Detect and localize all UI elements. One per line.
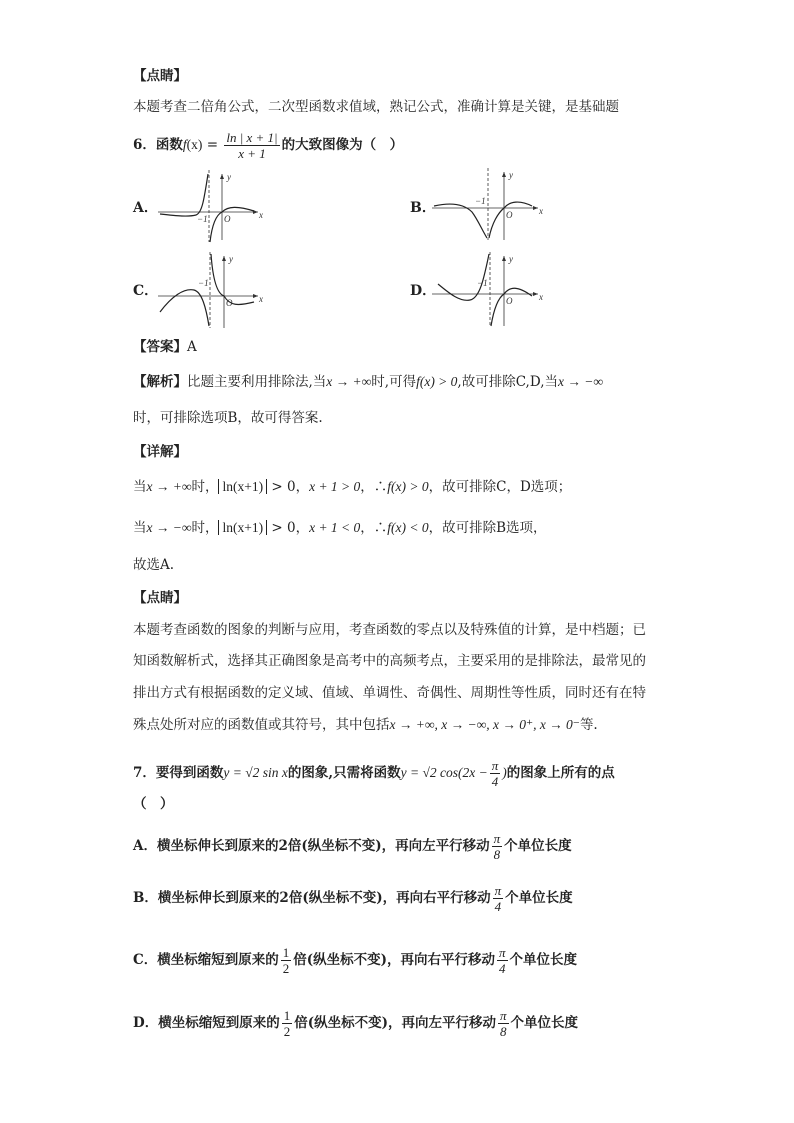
answer-label: 【答案】 bbox=[133, 339, 187, 355]
question-number: 6． bbox=[133, 137, 156, 153]
svg-text:x: x bbox=[539, 206, 543, 216]
option-b-graph bbox=[432, 168, 547, 243]
option-a-letter: A． bbox=[133, 200, 158, 216]
tip1-text: 本题考查二倍角公式，二次型函数求值域，熟记公式，准确计算是关键，是基础题 bbox=[133, 99, 619, 115]
svg-text:O: O bbox=[224, 214, 231, 224]
detail-line-2: 当x → −∞时， ln(x+1) > 0，x + 1 < 0，∴f(x) < 0，故可排除B选项， bbox=[133, 520, 547, 536]
q7-option-b: B．横坐标伸长到原来的2倍(纵坐标不变)，再向右平行移动 $\frac{\pi}{4}$ 个单位长度 bbox=[133, 883, 573, 914]
svg-text:y: y bbox=[509, 254, 513, 264]
answer-line bbox=[133, 337, 197, 357]
answer-value: A bbox=[187, 339, 197, 355]
svg-text:y: y bbox=[509, 170, 513, 180]
svg-text:x: x bbox=[259, 294, 263, 304]
svg-text:−1: −1 bbox=[475, 196, 486, 206]
svg-text:−1: −1 bbox=[197, 214, 208, 224]
svg-text:O: O bbox=[226, 298, 233, 308]
tip2-line-2: 知函数解析式，选择其正确图象是高考中的高频考点，主要采用的是排除法，最常见的 bbox=[133, 653, 646, 669]
tip2-line-3: 排出方式有根据函数的定义域、值域、单调性、奇偶性、周期性等性质，同时还有在特 bbox=[133, 685, 646, 701]
tip1-label: 【点睛】 bbox=[133, 68, 187, 84]
svg-text:−1: −1 bbox=[198, 278, 209, 288]
detail-line-1: 当x → +∞时， ln(x+1) > 0，x + 1 > 0，∴f(x) > 0，故可排除C，D选项； bbox=[133, 479, 572, 495]
function-fraction: $\frac{\ln | x + 1|}{x + 1}$ bbox=[226, 130, 278, 161]
svg-text:x: x bbox=[539, 292, 543, 302]
option-c-letter: C． bbox=[133, 283, 159, 299]
question-6-stem: 6．函数f(x) = $\frac{\ln | x + 1|}{x + 1}$ 的大致图像为（ ） bbox=[133, 130, 404, 161]
option-d-graph bbox=[432, 252, 547, 330]
option-a-graph bbox=[158, 170, 268, 245]
detail-label: 【详解】 bbox=[133, 444, 187, 460]
q7-option-c: C．横坐标缩短到原来的 $\frac{1}{2}$ 倍(纵坐标不变)，再向右平行移动 $\frac{\pi}{4}$ 个单位长度 bbox=[133, 945, 578, 976]
q7-option-a: A．横坐标伸长到原来的2倍(纵坐标不变)，再向左平行移动 $\frac{\pi}{8}$ 个单位长度 bbox=[133, 831, 572, 862]
question-7-stem: 7．要得到函数y = √2 sin x的图象,只需将函数y = √2 cos(2x − $\frac{\pi}{4}$ )的图象上所有的点 bbox=[133, 758, 615, 789]
analysis-line-1: 【解析】比题主要利用排除法,当x → +∞时,可得f(x) > 0,故可排除C,D,当x → −∞ bbox=[133, 374, 603, 390]
analysis-line-2: 时，可排除选项B，故可得答案. bbox=[133, 410, 323, 426]
svg-text:O: O bbox=[506, 210, 513, 220]
svg-text:x: x bbox=[259, 210, 263, 220]
analysis-label: 【解析】 bbox=[133, 374, 187, 390]
svg-text:O: O bbox=[506, 296, 513, 306]
question-7-paren: （ ） bbox=[133, 796, 174, 812]
option-c-graph bbox=[158, 252, 268, 330]
q7-option-d: D．横坐标缩短到原来的 $\frac{1}{2}$ 倍(纵坐标不变)，再向左平行移动 $\frac{\pi}{8}$ 个单位长度 bbox=[133, 1008, 579, 1039]
option-d-letter: D． bbox=[410, 283, 437, 299]
detail-line-3: 故选A. bbox=[133, 557, 175, 573]
svg-text:y: y bbox=[229, 254, 233, 264]
question-number: 7． bbox=[133, 765, 156, 781]
tip2-label: 【点睛】 bbox=[133, 590, 187, 606]
option-b-letter: B． bbox=[410, 200, 436, 216]
tip2-line-1: 本题考查函数的图象的判断与应用，考查函数的零点以及特殊值的计算，是中档题；已 bbox=[133, 622, 646, 638]
svg-text:−1: −1 bbox=[477, 278, 488, 288]
tip2-line-4: 殊点处所对应的函数值或其符号，其中包括x → +∞, x → −∞, x → 0⁺, x → 0⁻等. bbox=[133, 717, 598, 733]
svg-text:y: y bbox=[227, 172, 231, 182]
